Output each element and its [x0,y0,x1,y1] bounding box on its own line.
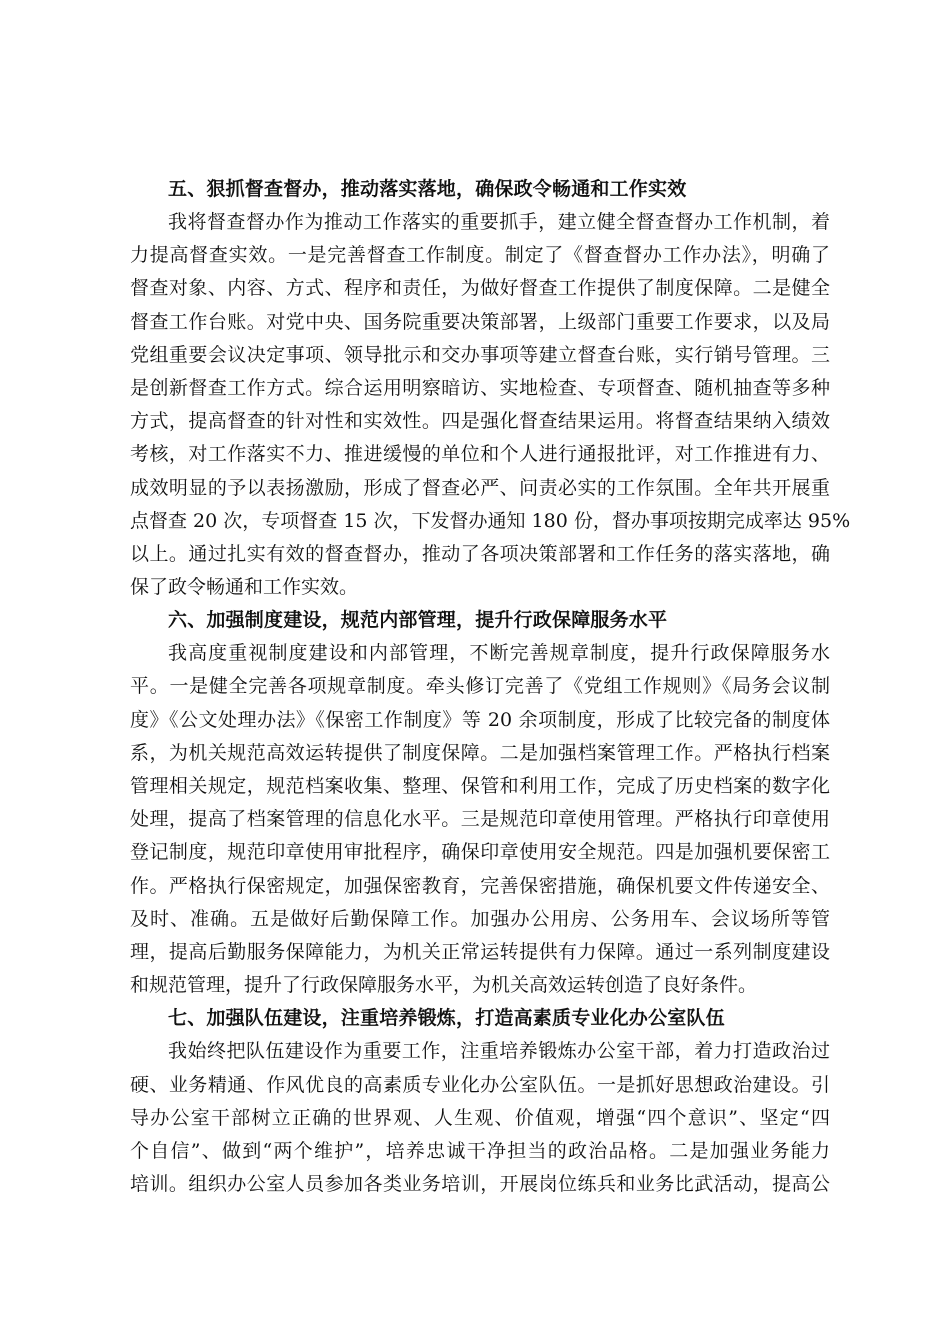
paragraph-line: 党组重要会议决定事项、领导批示和交办事项等建立督查台账，实行销号管理。三 [130,343,830,366]
paragraph-line: 方式，提高督查的针对性和实效性。四是强化督查结果运用。将督查结果纳入绩效 [130,410,830,433]
paragraph-line: 和规范管理，提升了行政保障服务水平，为机关高效运转创造了良好条件。 [130,974,758,997]
document-page [130,173,851,1201]
section-body-6 [130,637,830,1002]
paragraph-line: 导办公室干部树立正确的世界观、人生观、价值观，增强“四个意识”、坚定“四 [130,1106,830,1129]
section-heading-6: 六、加强制度建设，规范内部管理，提升行政保障服务水平 [168,609,668,632]
paragraph-line: 培训。组织办公室人员参加各类业务培训，开展岗位练兵和业务比武活动，提高公 [130,1173,830,1196]
section-body-5 [130,206,851,604]
paragraph-line: 度》《公文处理办法》《保密工作制度》等 20 余项制度，形成了比较完备的制度体 [130,708,830,731]
section-heading-7: 七、加强队伍建设，注重培养锻炼，打造高素质专业化办公室队伍 [168,1007,725,1030]
paragraph-line: 作。严格执行保密规定，加强保密教育，完善保密措施，确保机要文件传递安全、 [130,874,830,897]
paragraph-line: 是创新督查工作方式。综合运用明察暗访、实地检查、专项督查、随机抽查等多种 [130,376,830,399]
paragraph-line: 登记制度，规范印章使用审批程序，确保印章使用安全规范。四是加强机要保密工 [130,841,830,864]
paragraph-line: 平。一是健全完善各项规章制度。牵头修订完善了《党组工作规则》《局务会议制 [130,675,830,698]
paragraph-line: 处理，提高了档案管理的信息化水平。三是规范印章使用管理。严格执行印章使用 [130,808,830,831]
section-heading-5: 五、狠抓督查督办，推动落实落地，确保政令畅通和工作实效 [168,178,687,200]
section-body-7 [130,1035,830,1201]
paragraph-line: 我始终把队伍建设作为重要工作，注重培养锻炼办公室干部，着力打造政治过 [168,1040,830,1063]
paragraph-line: 督查工作台账。对党中央、国务院重要决策部署，上级部门重要工作要求，以及局 [130,310,830,333]
paragraph-line: 督查对象、内容、方式、程序和责任，为做好督查工作提供了制度保障。二是健全 [130,277,830,300]
paragraph-line: 我将督查督办作为推动工作落实的重要抓手，建立健全督查督办工作机制，着 [168,211,830,233]
paragraph-line: 成效明显的予以表扬激励，形成了督查必严、问责必实的工作氛围。全年共开展重 [130,476,830,499]
paragraph-line: 及时、准确。五是做好后勤保障工作。加强办公用房、公务用车、会议场所等管 [130,907,830,930]
paragraph-line: 考核，对工作落实不力、推进缓慢的单位和个人进行通报批评，对工作推进有力、 [130,443,830,466]
paragraph-line: 个自信”、做到“两个维护”，培养忠诚干净担当的政治品格。二是加强业务能力 [130,1139,830,1162]
paragraph-line: 理，提高后勤服务保障能力，为机关正常运转提供有力保障。通过一系列制度建设 [130,940,830,963]
paragraph-line: 保了政令畅通和工作实效。 [130,576,359,599]
paragraph-line: 以上。通过扎实有效的督查督办，推动了各项决策部署和工作任务的落实落地，确 [130,542,830,565]
paragraph-line: 点督查 20 次，专项督查 15 次，下发督办通知 180 份，督办事项按期完成率达 95% [130,509,851,532]
paragraph-line: 我高度重视制度建设和内部管理，不断完善规章制度，提升行政保障服务水 [168,642,830,665]
paragraph-line: 系，为机关规范高效运转提供了制度保障。二是加强档案管理工作。严格执行档案 [130,741,830,764]
paragraph-line: 硬、业务精通、作风优良的高素质专业化办公室队伍。一是抓好思想政治建设。引 [130,1073,830,1096]
paragraph-line: 管理相关规定，规范档案收集、整理、保管和利用工作，完成了历史档案的数字化 [130,775,830,797]
paragraph-line: 力提高督查实效。一是完善督查工作制度。制定了《督查督办工作办法》，明确了 [130,244,830,267]
